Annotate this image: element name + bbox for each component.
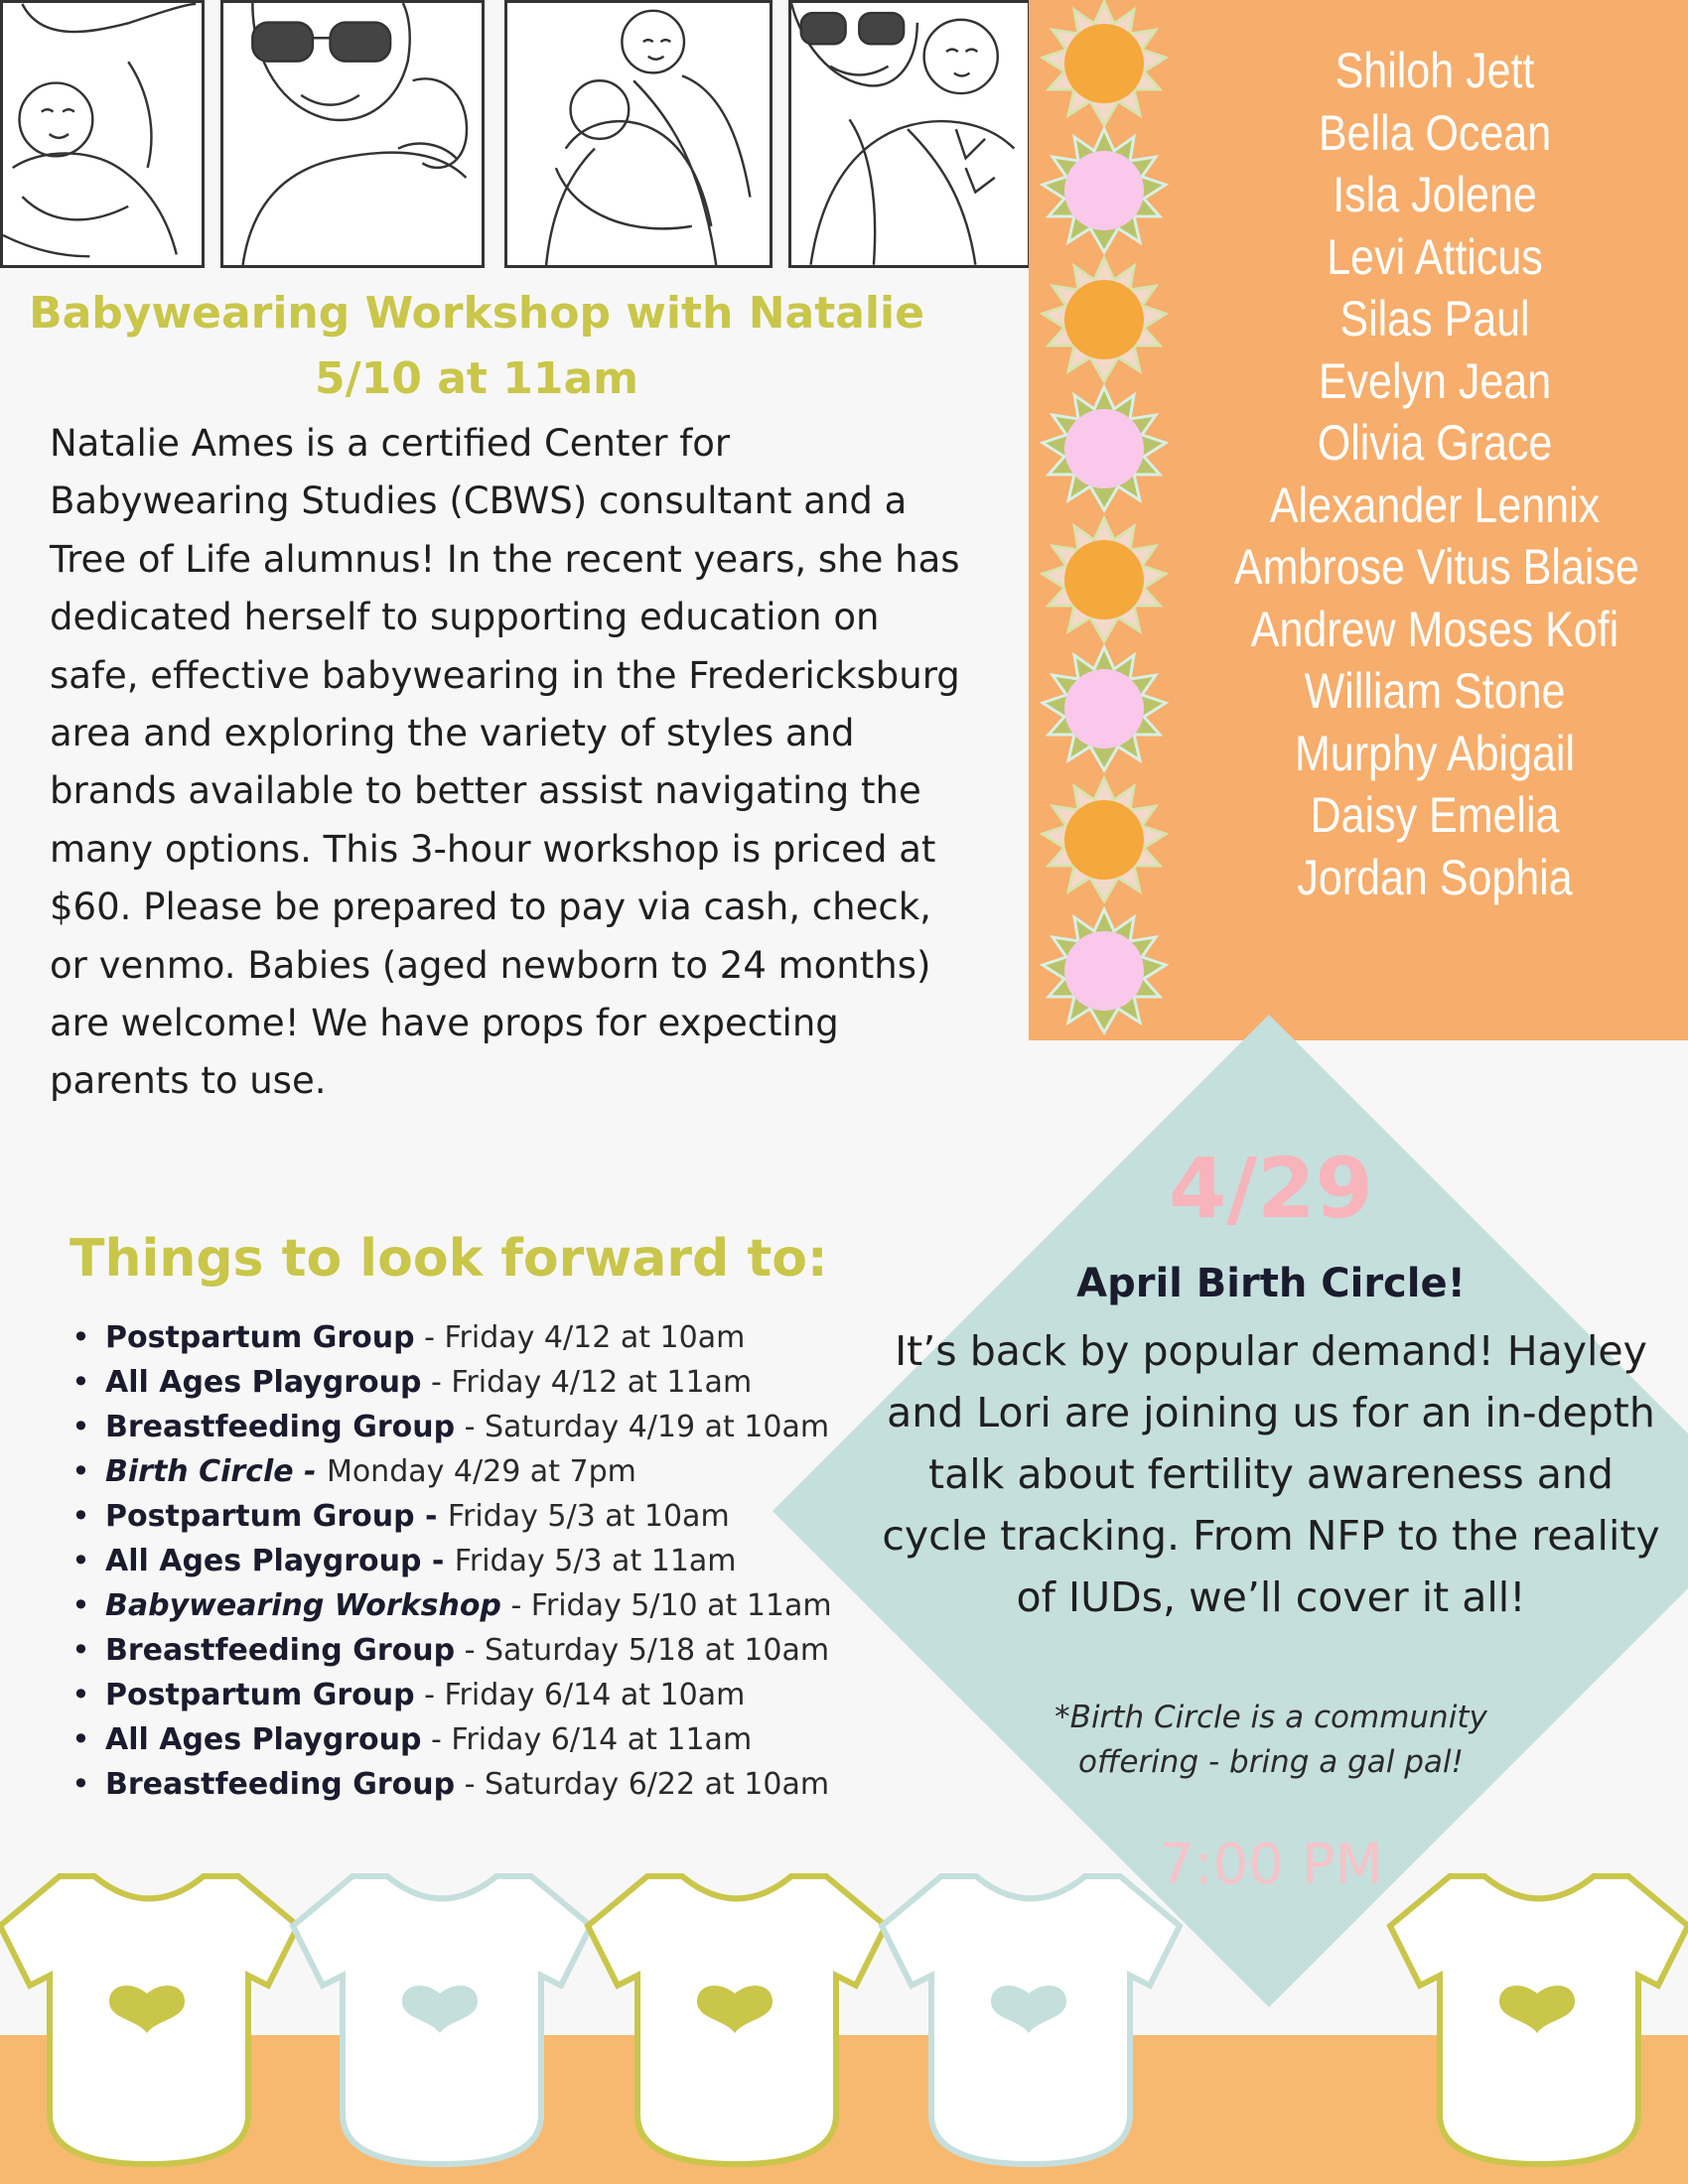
event-item [70, 1628, 832, 1673]
backpack-carrier-illustration [791, 3, 1028, 265]
event-detail: Monday 4/29 at 7pm [326, 1454, 636, 1489]
event-name: Babywearing Workshop [105, 1588, 501, 1623]
sun-flower-icon [1043, 518, 1166, 641]
illustration-sling-carrier [504, 0, 773, 268]
sun-flower-icon [1043, 387, 1166, 510]
baby-name: Daisy Emelia [1310, 787, 1560, 843]
illustration-sunglasses-parent [220, 0, 485, 268]
illustration-backpack-carrier [788, 0, 1031, 268]
sunglasses-parent-illustration [223, 3, 482, 265]
sun-flower-icon [1043, 258, 1166, 381]
event-item [70, 1405, 832, 1449]
birth-circle-note: *Birth Circle is a community offering - bring a gal pal! [1055, 1700, 1487, 1780]
upcoming-events-list [70, 1315, 832, 1807]
baby-name: Isla Jolene [1333, 167, 1537, 222]
baby-name: Andrew Moses Kofi [1250, 601, 1619, 657]
event-detail: - Saturday 6/22 at 10am [455, 1767, 830, 1802]
birth-circle-description: It’s back by popular demand! Hayley and Lori are joining us for an in-depth talk about fertility awareness and cycle tracking. From NFP to the reality of IUDs, we’ll cover it all! [882, 1327, 1660, 1621]
event-name: All Ages Playgroup [105, 1722, 422, 1757]
event-detail: - Friday 6/14 at 11am [421, 1722, 753, 1757]
illustration-parent-holding-baby [0, 0, 205, 268]
event-detail: - Saturday 5/18 at 10am [455, 1633, 830, 1668]
baby-name: Silas Paul [1339, 291, 1530, 346]
baby-name: Jordan Sophia [1297, 849, 1573, 905]
event-name: Breastfeeding Group [105, 1767, 456, 1802]
birth-circle-heading: April Birth Circle! [1076, 1261, 1466, 1306]
event-name: Postpartum Group - [105, 1499, 448, 1534]
event-name: Breastfeeding Group [105, 1410, 456, 1444]
upcoming-events-title: Things to look forward to: [70, 1229, 828, 1289]
event-item [70, 1494, 832, 1539]
event-name: All Ages Playgroup [105, 1365, 422, 1400]
event-detail: - Friday 4/12 at 11am [421, 1365, 753, 1400]
event-name: All Ages Playgroup - [105, 1544, 455, 1578]
baby-name: Levi Atticus [1327, 228, 1543, 285]
event-item [70, 1539, 832, 1583]
onesie-heart-icon [293, 1876, 591, 2164]
onesie-heart-icon [0, 1876, 298, 2164]
workshop-title [10, 281, 943, 412]
event-item [70, 1583, 832, 1628]
event-item [70, 1762, 832, 1807]
baby-name: Bella Ocean [1318, 104, 1552, 161]
sun-flower-icon [1043, 2, 1166, 125]
event-name: Birth Circle - [105, 1454, 327, 1489]
sling-carrier-illustration [507, 3, 770, 265]
baby-name: Murphy Abigail [1294, 725, 1576, 781]
parent-holding-baby-illustration [3, 3, 202, 265]
event-item [70, 1673, 832, 1717]
event-item [70, 1315, 832, 1360]
event-item [70, 1717, 832, 1762]
event-detail: Friday 5/3 at 10am [447, 1499, 730, 1534]
baby-name: Shiloh Jett [1335, 43, 1535, 98]
workshop-date: 5/10 at 11am [314, 353, 639, 404]
sun-flower-icon [1043, 778, 1166, 901]
baby-name: Alexander Lennix [1269, 477, 1601, 533]
sun-flower-icon [1043, 647, 1166, 770]
event-item [70, 1360, 832, 1405]
baby-names-list [1201, 40, 1668, 908]
event-detail: - Friday 4/12 at 10am [414, 1320, 746, 1355]
baby-name: William Stone [1304, 663, 1566, 719]
workshop-title-line1: Babywearing Workshop with Natalie [29, 288, 924, 339]
birth-circle-time: 7:00 PM [1159, 1833, 1383, 1897]
event-name: Postpartum Group [105, 1320, 415, 1355]
workshop-description: Natalie Ames is a certified Center for Babywearing Studies (CBWS) consultant and a Tree of Life alumnus! In the recent years, she has dedicated herself to supporting education on safe, effective babywearing in the Fredericksburg area and exploring the variety of styles and brands available to better assist navigating the many options. This 3-hour workshop is priced at $60. Please be prepared to pay via cash, check, or venmo. Babies (aged newborn to 24 months) are welcome! We have props for expecting parents to use. [50, 422, 960, 1103]
event-detail: - Saturday 4/19 at 10am [455, 1410, 830, 1444]
event-name: Breastfeeding Group [105, 1633, 456, 1668]
event-detail: - Friday 5/10 at 11am [500, 1588, 832, 1623]
event-name: Postpartum Group [105, 1678, 415, 1712]
birth-circle-date: 4/29 [1168, 1140, 1374, 1237]
baby-name: Ambrose Vitus Blaise [1233, 539, 1639, 595]
event-detail: - Friday 6/14 at 10am [414, 1678, 746, 1712]
baby-name: Evelyn Jean [1318, 352, 1552, 409]
event-detail: Friday 5/3 at 11am [454, 1544, 737, 1578]
baby-name: Olivia Grace [1317, 415, 1553, 471]
event-item [70, 1449, 832, 1494]
sun-flower-icon-column [1033, 0, 1182, 1040]
sun-flower-icon [1043, 129, 1166, 252]
